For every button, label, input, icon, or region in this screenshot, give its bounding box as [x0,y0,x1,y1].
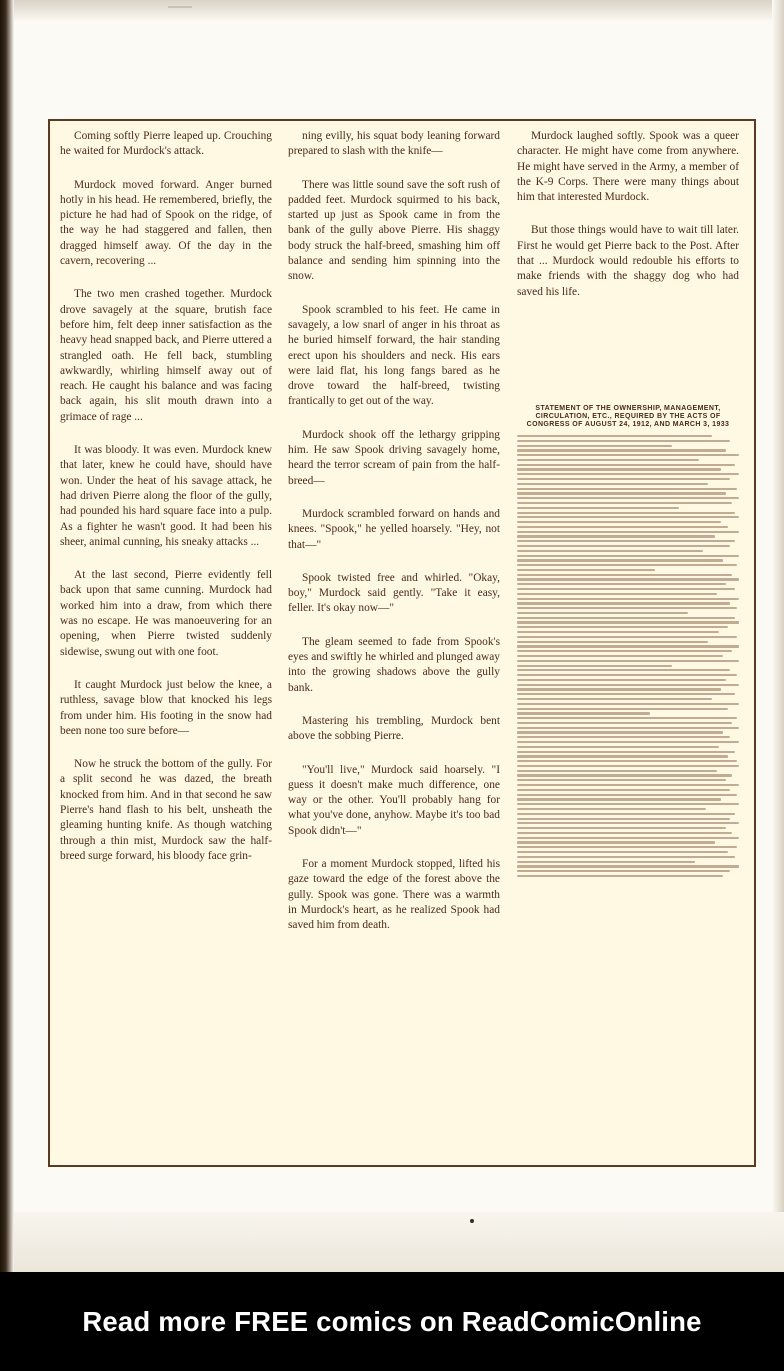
fine-print-line [517,650,732,652]
story-paragraph: At the last second, Pierre evidently fell back upon that same cunning. Murdock had worked him into a draw, from which there was no escape. He was manoeuvering for an opening, when Pierre twisted suddenly sidewise, swung out with one foot. [60,569,272,658]
fine-print-line [517,598,739,600]
fine-print-line [517,865,739,867]
story-paragraph: Spook scrambled to his feet. He came in savagely, a low snarl of anger in his throat as he buried himself forward, the hair standing erect upon his shoulders and neck. His ears were laid flat, his long fangs bared as he drove toward the half-breed, twisting frantically to get out of the way. [288,303,500,408]
story-paragraph: Murdock laughed softly. Spook was a queer character. He might have come from anywhere. He might have served in the Army, a member of the K-9 Corps. There were many things about him that interested Murdock. [517,130,739,204]
story-paragraph: Mastering his trembling, Murdock bent above the sobbing Pierre. [288,714,500,743]
story-paragraph: "You'll live," Murdock said hoarsely. "I guess it doesn't make much difference, one way or the other. You'll probably hang for what you've done, anyhow. Maybe it's too bad Spook didn't—" [288,763,500,837]
fine-print-line [517,488,737,490]
fine-print-line [517,837,739,839]
fine-print-line [517,550,703,552]
fine-print-line [517,712,650,714]
fine-print-line [517,593,717,595]
fine-print-line [517,841,715,843]
fine-print-line [517,736,730,738]
story-paragraph: The gleam seemed to fade from Spook's eyes and swiftly he whirled and plunged away into the growing shadows above the gully bank. [288,635,500,694]
story-column-3 [517,129,739,324]
fine-print-line [517,569,655,571]
story-paragraph: Spook twisted free and whirled. "Okay, boy," Murdock said gently. "Take it easy, feller. It's okay now—" [288,571,500,615]
fine-print-line [517,621,739,623]
fine-print-line [517,698,712,700]
page-bottom-margin [14,1212,784,1272]
fine-print-line [517,822,739,824]
footer-banner[interactable] [0,1272,784,1371]
story-paragraph: But those things would have to wait till later. First he would get Pierre back to the Post. After that ... Murdock would redouble his efforts to make friends with the shaggy dog who had saved his life. [517,224,739,298]
fine-print-line [517,856,735,858]
fine-print-line [517,607,737,609]
fine-print-line [517,684,739,686]
statement-title: STATEMENT OF THE OWNERSHIP, MANAGEMENT, CIRCULATION, ETC., REQUIRED BY THE ACTS OF CONGRESS OF AUGUST 24, 1912, AND MARCH 3, 1933 [526,405,730,428]
story-paragraph: It was bloody. It was even. Murdock knew that later, knew he could have, should have won. Under the heat of his savage attack, he had driven Pierre along the floor of the gully, had pounded his hard square face into a pulp. As a fighter he wasn't good. It had been his sheer, animal cunning, his sneaky attacks ... [60,444,272,548]
footer-banner-text[interactable]: Read more FREE comics on ReadComicOnline [82,1305,702,1337]
fine-print-line [517,588,735,590]
fine-print-line [517,440,730,442]
fine-print-line [517,578,739,580]
fine-print-line [517,521,721,523]
story-paragraph: ning evilly, his squat body leaning forward prepared to slash with the knife— [288,130,500,158]
fine-print-line [517,808,706,810]
fine-print-line [517,468,721,470]
fine-print-line [517,727,739,729]
fine-print-line [517,626,728,628]
scan-mark [168,6,192,8]
fine-print-line [517,813,735,815]
fine-print-line [517,531,739,533]
fine-print-line [517,679,726,681]
fine-print-line [517,445,672,447]
fine-print-line [517,818,730,820]
fine-print-line [517,703,739,705]
page-right-shadow [772,0,784,1272]
fine-print-line [517,564,737,566]
fine-print-line [517,459,699,461]
story-paragraph: For a moment Murdock stopped, lifted his gaze toward the edge of the forest above the gully. Spook was gone. There was a warmth in Murdock's heart, as he realized Spook had saved him from death. [288,857,500,932]
fine-print-line [517,655,723,657]
fine-print-line [517,473,739,475]
fine-print-line [517,861,695,863]
fine-print-line [517,665,672,667]
story-paragraph: Murdock shook off the lethargy gripping him. He saw Spook driving savagely home, heard the terror scream of pain from the half-breed— [288,428,500,487]
fine-print-line [517,875,723,877]
fine-print-line [517,870,730,872]
fine-print-line [517,717,737,719]
fine-print-line [517,794,737,796]
fine-print-line [517,741,739,743]
fine-print-line [517,832,732,834]
fine-print-line [517,617,735,619]
fine-print-line [517,760,737,762]
fine-print-line [517,559,723,561]
fine-print-line [517,574,732,576]
fine-print-line [517,583,726,585]
story-paragraph: The two men crashed together. Murdock drove savagely at the square, brutish face before him, felt deep inner satisfaction as the heavy head snapped back, and Pierre uttered a strangled oath. He fell back, stumbling awkwardly, whirling himself away out of reach. He caught his balance and was facing back again, his slit mouth drawn into a grimace of rage ... [60,288,272,423]
fine-print-line [517,516,739,518]
fine-print-line [517,454,739,456]
fine-print-line [517,784,739,786]
story-text-box [48,119,756,1167]
fine-print-line [517,645,739,647]
fine-print-line [517,507,679,509]
fine-print-line [517,631,719,633]
story-paragraph: Murdock moved forward. Anger burned hotly in his head. He remembered, briefly, the picture he had had of Spook on the ridge, of the way he had staggered and fallen, then dragged himself away. Of the day in the cavern, recovering ... [60,178,272,268]
story-paragraph: It caught Murdock just below the knee, a ruthless, savage blow that knocked his legs from under him. His footing in the snow had been none too sure before— [60,678,272,737]
fine-print-line [517,751,735,753]
fine-print-line [517,478,730,480]
story-paragraph: Now he struck the bottom of the gully. For a split second he was dazed, the breath knocked from him. And in that second he saw Pierre's hand flash to his belt, unsheath the gleaming hunting knife. As though watching through a thin mist, Murdock saw the half-breed surge forward, his bloody face grin- [60,758,272,862]
fine-print-line [517,779,726,781]
statement-fine-print [517,435,739,877]
fine-print-line [517,688,721,690]
story-paragraph: There was little sound save the soft rush of padded feet. Murdock squirmed to his back, started up just as Spook came in from the bank of the gully above Pierre. His shaggy body struck the half-breed, smashing him off balance and sending him spinning into the snow. [288,178,500,283]
story-paragraph: Coming softly Pierre leaped up. Crouching he waited for Murdock's attack. [60,130,272,158]
fine-print-line [517,497,739,499]
page-top-edge [14,0,784,22]
fine-print-line [517,449,726,451]
fine-print-line [517,483,708,485]
fine-print-line [517,535,715,537]
ownership-statement [517,405,739,880]
fine-print-line [517,492,726,494]
story-paragraph: Murdock scrambled forward on hands and knees. "Spook," he yelled hoarsely. "Hey, not that—" [288,507,500,551]
fine-print-line [517,612,688,614]
fine-print-line [517,746,719,748]
story-column-2 [288,129,500,951]
fine-print-line [517,526,728,528]
fine-print-line [517,641,708,643]
fine-print-line [517,660,739,662]
scan-dot [470,1219,474,1223]
fine-print-line [517,435,712,437]
fine-print-line [517,545,730,547]
fine-print-line [517,846,737,848]
fine-print-line [517,502,732,504]
fine-print-line [517,708,728,710]
fine-print-line [517,693,735,695]
fine-print-line [517,774,732,776]
fine-print-line [517,464,735,466]
fine-print-line [517,636,737,638]
fine-print-line [517,602,730,604]
fine-print-line [517,555,739,557]
fine-print-line [517,770,717,772]
fine-print-line [517,803,739,805]
fine-print-line [517,674,737,676]
fine-print-line [517,512,735,514]
story-column-1 [60,129,272,882]
fine-print-line [517,722,732,724]
fine-print-line [517,798,721,800]
fine-print-line [517,827,726,829]
fine-print-line [517,789,730,791]
fine-print-line [517,731,723,733]
fine-print-line [517,755,728,757]
fine-print-line [517,765,739,767]
fine-print-line [517,540,735,542]
fine-print-line [517,851,728,853]
fine-print-line [517,669,730,671]
